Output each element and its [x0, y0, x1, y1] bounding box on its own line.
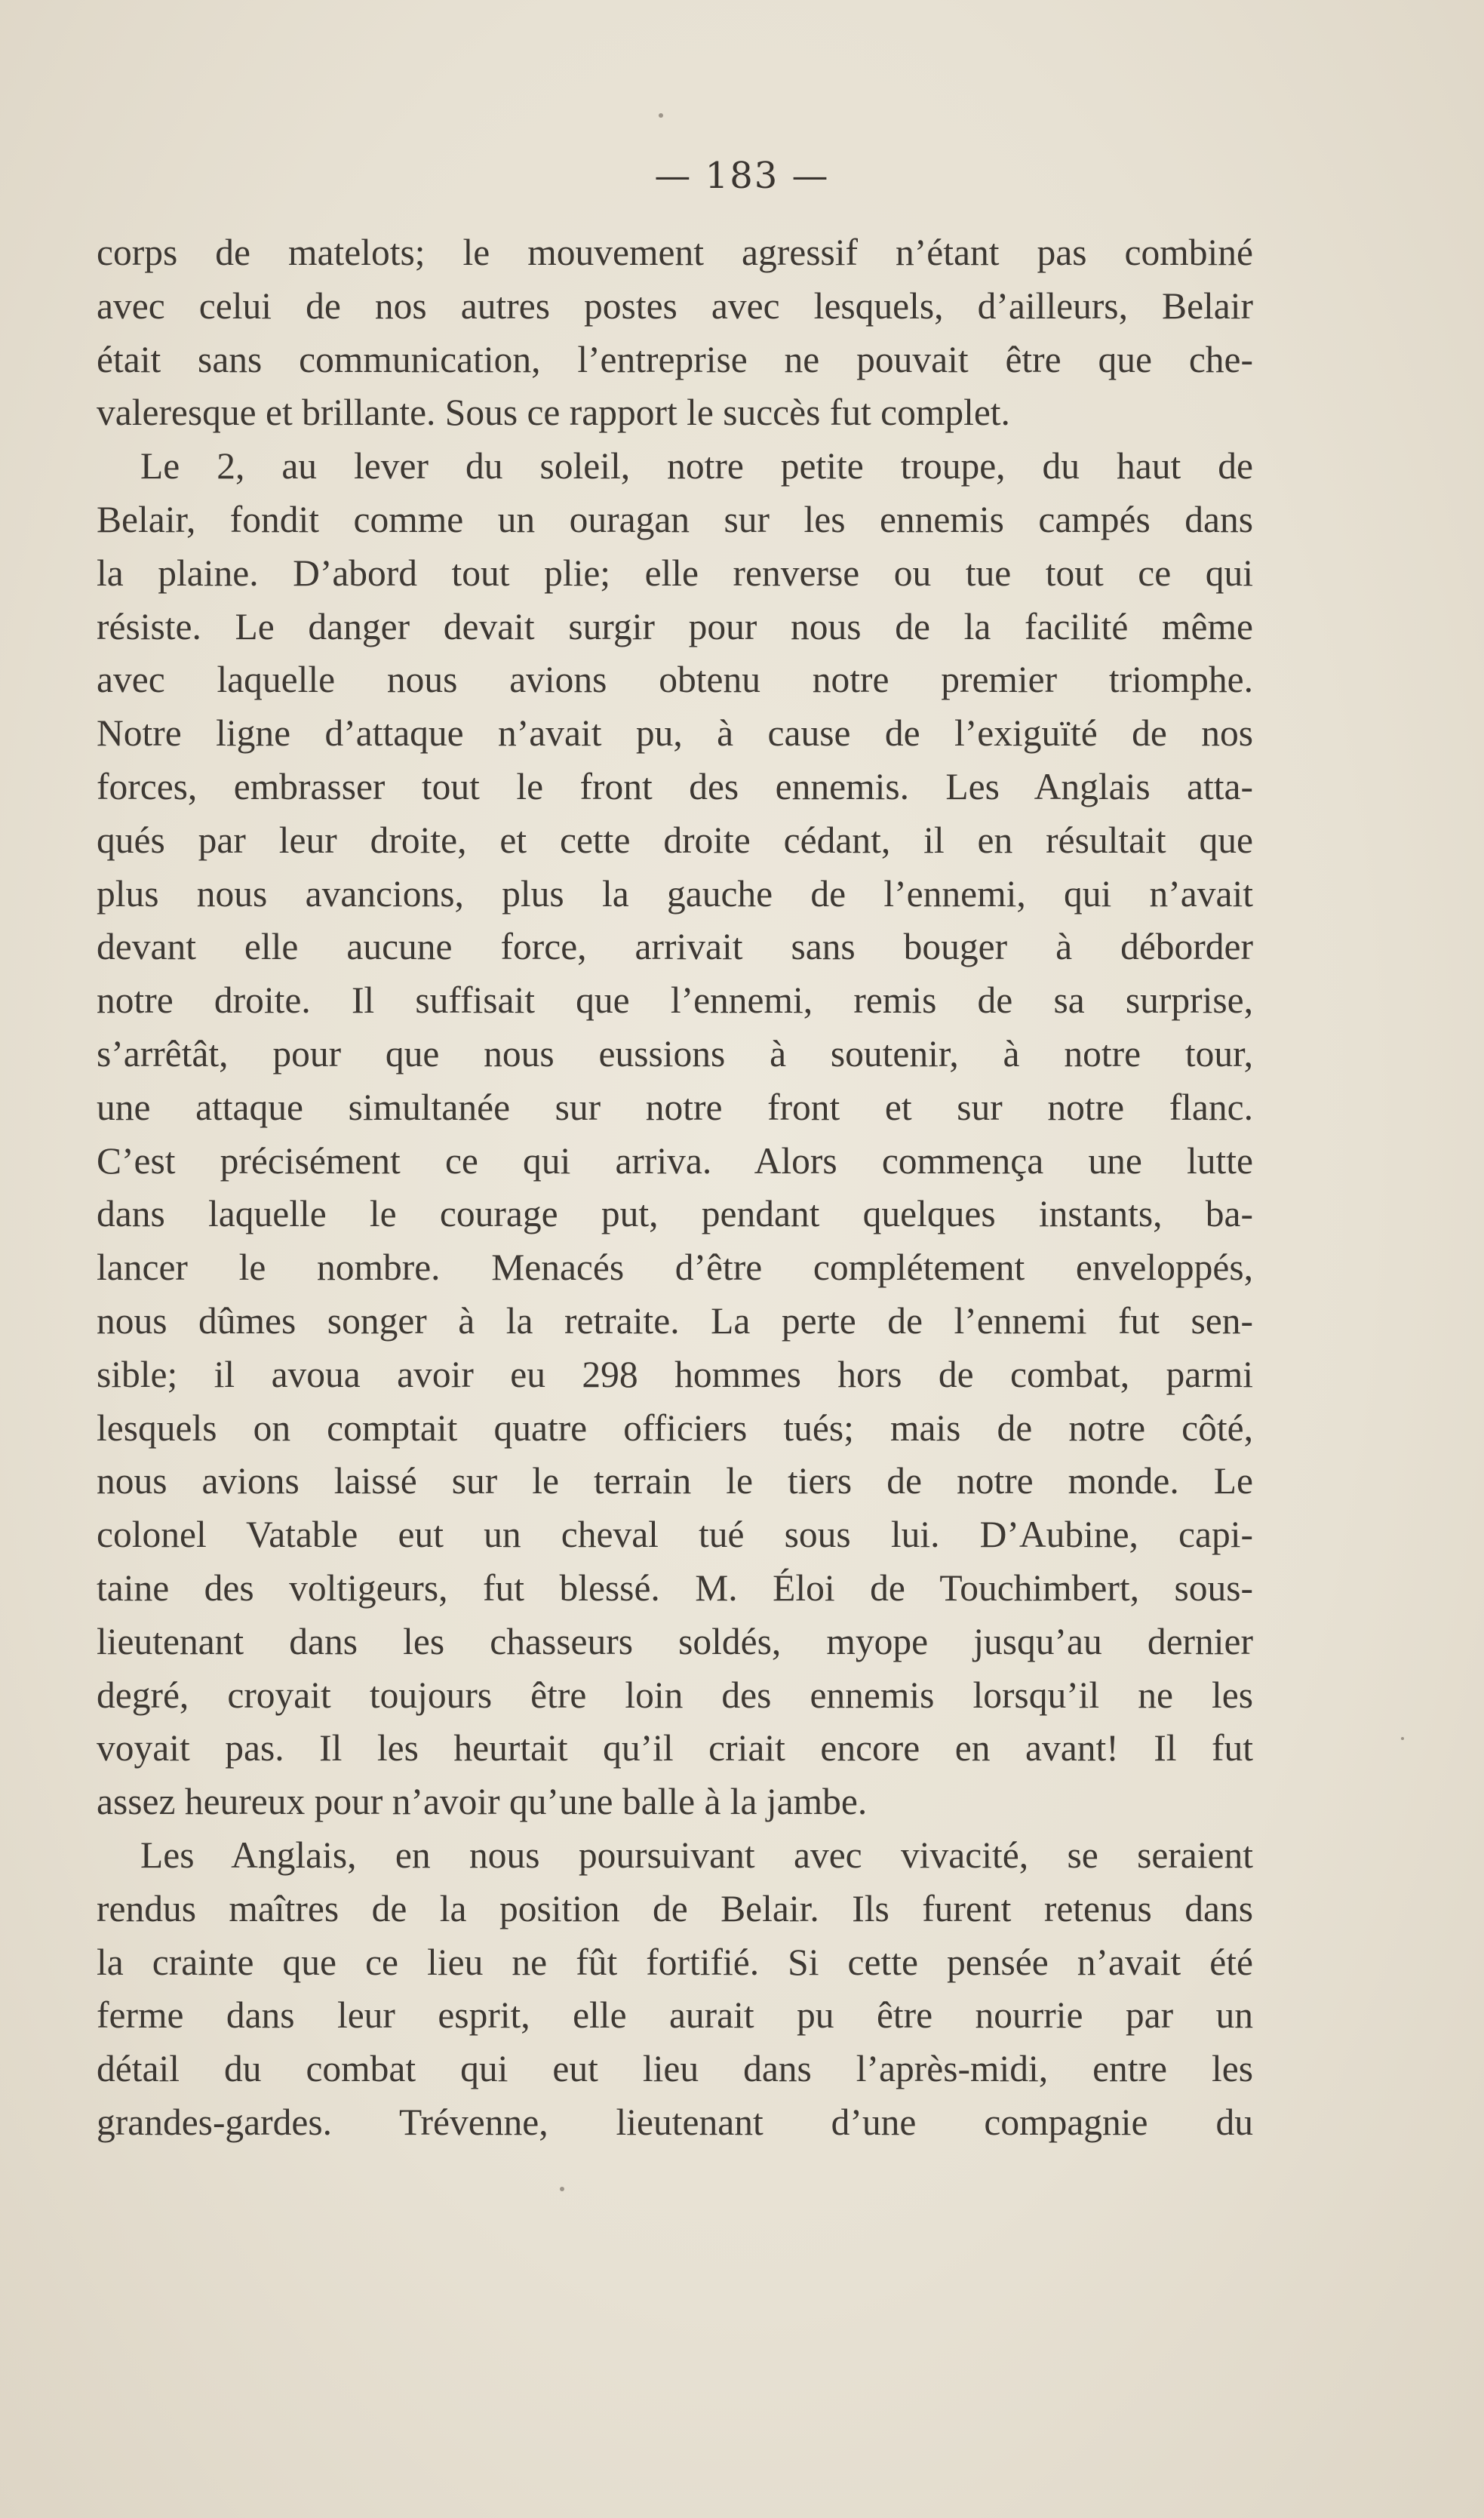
paragraph: [97, 226, 1253, 440]
text-line: corps de matelots; le mouvement agressif n’étant pas combiné: [97, 232, 1253, 273]
text-line: voyait pas. Il les heurtait qu’il criait encore en avant! Il fut: [97, 1727, 1253, 1769]
text-line: Le 2, au lever du soleil, notre petite troupe, du haut de: [140, 445, 1253, 487]
text-line: une attaque simultanée sur notre front et sur notre flanc.: [97, 1086, 1253, 1128]
text-line: était sans communication, l’entreprise ne pouvait être que che-: [97, 338, 1253, 380]
text-line: nous avions laissé sur le terrain le tiers de notre monde. Le: [97, 1460, 1253, 1502]
text-line: C’est précisément ce qui arriva. Alors commença une lutte: [97, 1139, 1253, 1182]
text-line: taine des voltigeurs, fut blessé. M. Éloi de Touchimbert, sous-: [97, 1566, 1253, 1609]
text-line: rendus maîtres de la position de Belair. Ils furent retenus dans: [97, 1887, 1253, 1929]
text-line: degré, croyait toujours être loin des ennemis lorsqu’il ne les: [97, 1674, 1253, 1716]
text-line: notre droite. Il suffisait que l’ennemi, remis de sa surprise,: [97, 979, 1253, 1022]
text-line: grandes-gardes. Trévenne, lieutenant d’une compagnie du: [97, 2101, 1253, 2143]
text-line: valeresque et brillante. Sous ce rapport le succès fut complet.: [97, 392, 1010, 434]
text-line: lancer le nombre. Menacés d’être complétement enveloppés,: [97, 1247, 1253, 1289]
text-line: avec laquelle nous avions obtenu notre premier triomphe.: [97, 659, 1253, 701]
text-line: colonel Vatable eut un cheval tué sous lui. D’Aubine, capi-: [97, 1514, 1253, 1556]
text-line: s’arrêtât, pour que nous eussions à soutenir, à notre tour,: [97, 1032, 1253, 1075]
text-line: lieutenant dans les chasseurs soldés, myope jusqu’au dernier: [97, 1620, 1253, 1662]
paper-speck: [560, 2187, 564, 2191]
page-number: — 183 —: [654, 155, 830, 197]
body-text: [97, 226, 1253, 2150]
text-line: dans laquelle le courage put, pendant quelques instants, ba-: [97, 1193, 1253, 1235]
text-line: la plaine. D’abord tout plie; elle renverse ou tue tout ce qui: [97, 552, 1253, 594]
text-line: résiste. Le danger devait surgir pour nous de la facilité même: [97, 605, 1253, 647]
text-line: qués par leur droite, et cette droite cédant, il en résultait que: [97, 819, 1253, 861]
text-line: lesquels on comptait quatre officiers tués; mais de notre côté,: [97, 1407, 1253, 1449]
text-line: devant elle aucune force, arrivait sans bouger à déborder: [97, 926, 1253, 968]
text-line: avec celui de nos autres postes avec lesquels, d’ailleurs, Belair: [97, 284, 1253, 327]
text-line: plus nous avancions, plus la gauche de l’ennemi, qui n’avait: [97, 872, 1253, 915]
text-line: forces, embrasser tout le front des ennemis. Les Anglais atta-: [97, 765, 1253, 807]
paragraph: [97, 1829, 1253, 2150]
paragraph: [97, 440, 1253, 1829]
text-line: nous dûmes songer à la retraite. La perte de l’ennemi fut sen-: [97, 1299, 1253, 1342]
text-line: la crainte que ce lieu ne fût fortifié. Si cette pensée n’avait été: [97, 1941, 1253, 1983]
text-line: sible; il avoua avoir eu 298 hommes hors de combat, parmi: [97, 1353, 1253, 1395]
text-line: assez heureux pour n’avoir qu’une balle à la jambe.: [97, 1781, 868, 1823]
text-line: Les Anglais, en nous poursuivant avec vivacité, se seraient: [140, 1834, 1253, 1876]
text-line: Belair, fondit comme un ouragan sur les ennemis campés dans: [97, 498, 1253, 540]
paper-speck: [659, 113, 663, 118]
text-line: ferme dans leur esprit, elle aurait pu être nourrie par un: [97, 1994, 1253, 2037]
paper-speck: [1401, 1737, 1404, 1740]
text-line: détail du combat qui eut lieu dans l’après-midi, entre les: [97, 2048, 1253, 2090]
text-line: Notre ligne d’attaque n’avait pu, à cause de l’exiguïté de nos: [97, 712, 1253, 755]
